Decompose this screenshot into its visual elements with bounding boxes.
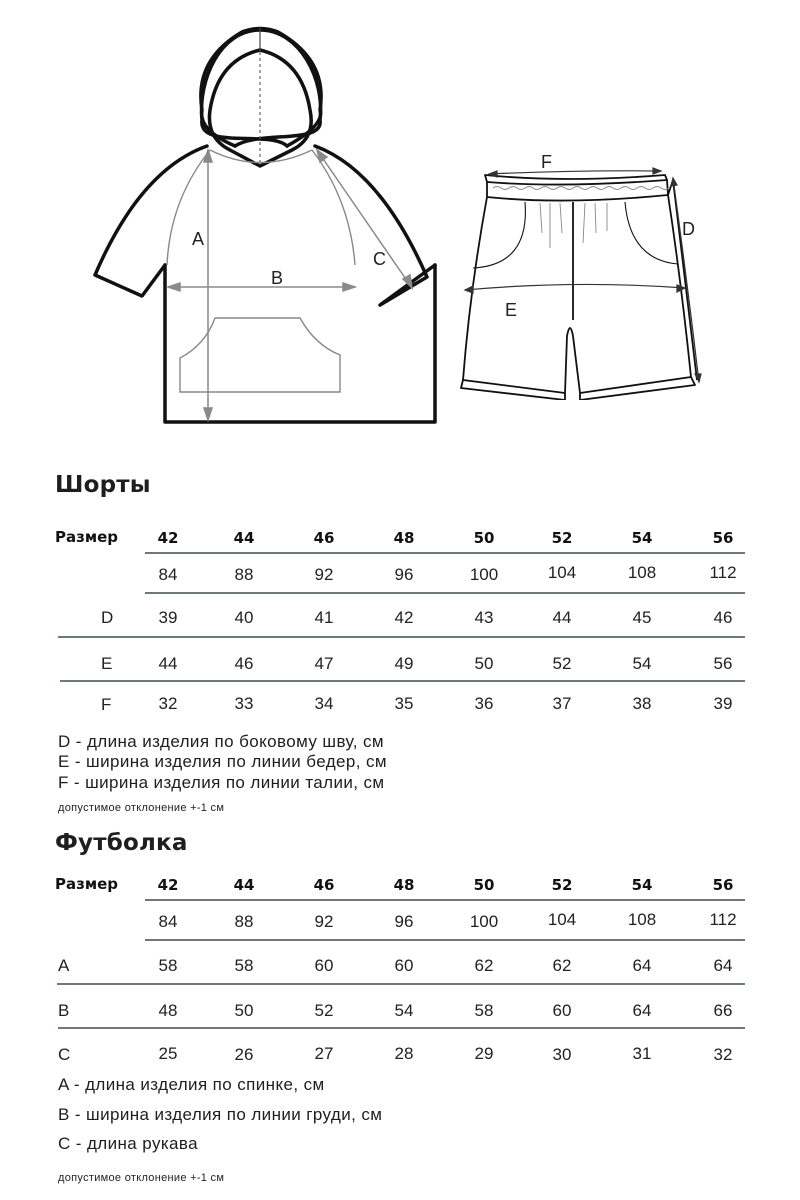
table-cell: 92	[314, 912, 334, 931]
table-cell: 37	[552, 694, 572, 713]
legend-note: A - длина изделия по спинке, см	[58, 1075, 325, 1094]
shorts-illustration	[445, 140, 715, 400]
legend-note: E - ширина изделия по линии бедер, см	[58, 752, 387, 771]
table-cell: 48	[158, 1001, 178, 1020]
measurement-label-b: B	[271, 268, 284, 288]
table-cell: 32	[713, 1045, 733, 1064]
table-cell: 52	[552, 654, 572, 673]
table-cell: 60	[394, 956, 414, 975]
legend-note: B - ширина изделия по линии груди, см	[58, 1105, 383, 1124]
table-divider	[145, 899, 745, 901]
table-cell: 100	[469, 912, 499, 931]
tshirt-title: Футболка	[55, 830, 188, 856]
row-label: F	[101, 695, 112, 714]
size-header: 54	[631, 876, 653, 894]
size-header: 44	[233, 529, 255, 547]
table-cell: 100	[469, 565, 499, 584]
tolerance-note: допустимое отклонение +-1 см	[58, 1172, 225, 1184]
table-cell: 39	[158, 608, 178, 627]
measurement-label-f: F	[541, 152, 552, 172]
table-cell: 52	[314, 1001, 334, 1020]
shorts-size-label: Размер	[55, 528, 119, 546]
table-cell: 96	[394, 912, 414, 931]
table-cell: 62	[552, 956, 572, 975]
table-cell: 54	[394, 1001, 414, 1020]
table-cell: 84	[158, 565, 178, 584]
table-divider	[58, 636, 745, 638]
table-cell: 96	[394, 565, 414, 584]
table-cell: 47	[314, 654, 334, 673]
table-divider	[145, 939, 745, 941]
table-cell: 33	[234, 694, 254, 713]
measurement-label-e: E	[505, 300, 518, 320]
table-cell: 27	[314, 1044, 334, 1063]
shorts-title: Шорты	[55, 472, 151, 498]
table-cell: 60	[314, 956, 334, 975]
table-cell: 25	[158, 1044, 178, 1063]
table-cell: 58	[474, 1001, 494, 1020]
table-cell: 46	[234, 654, 254, 673]
table-cell: 88	[234, 565, 254, 584]
table-divider	[58, 1027, 745, 1029]
tolerance-note: допустимое отклонение +-1 см	[58, 802, 225, 814]
row-label: D	[101, 608, 114, 627]
table-cell: 42	[394, 608, 414, 627]
table-cell: 58	[158, 956, 178, 975]
table-cell: 32	[158, 694, 178, 713]
table-cell: 43	[474, 608, 494, 627]
row-label: C	[58, 1045, 71, 1064]
table-cell: 45	[632, 608, 652, 627]
table-cell: 108	[627, 910, 657, 929]
table-cell: 26	[234, 1045, 254, 1064]
row-label: B	[58, 1001, 70, 1020]
size-header: 56	[712, 529, 734, 547]
size-header: 50	[473, 529, 495, 547]
tshirt-size-label: Размер	[55, 875, 119, 893]
table-cell: 44	[552, 608, 572, 627]
table-cell: 44	[158, 654, 178, 673]
table-cell: 58	[234, 956, 254, 975]
table-cell: 60	[552, 1001, 572, 1020]
size-header: 52	[551, 529, 573, 547]
table-cell: 35	[394, 694, 414, 713]
table-cell: 29	[474, 1044, 494, 1063]
size-header: 48	[393, 876, 415, 894]
table-cell: 30	[552, 1045, 572, 1064]
legend-note: C - длина рукава	[58, 1134, 199, 1153]
table-cell: 112	[709, 563, 737, 582]
measurement-label-d: D	[682, 219, 695, 239]
size-header: 48	[393, 529, 415, 547]
measurement-label-c: C	[373, 249, 386, 269]
table-cell: 50	[474, 654, 494, 673]
size-header: 54	[631, 529, 653, 547]
table-cell: 41	[314, 608, 334, 627]
table-divider	[145, 552, 745, 554]
table-cell: 31	[632, 1044, 652, 1063]
table-cell: 66	[713, 1001, 733, 1020]
size-header: 46	[313, 529, 335, 547]
row-label: E	[101, 654, 113, 673]
table-divider	[57, 983, 745, 985]
table-cell: 40	[234, 608, 254, 627]
row-label: A	[58, 956, 70, 975]
table-cell: 28	[394, 1044, 414, 1063]
size-header: 42	[157, 529, 179, 547]
table-cell: 92	[314, 565, 334, 584]
table-cell: 84	[158, 912, 178, 931]
size-header: 44	[233, 876, 255, 894]
hoodie-illustration	[80, 0, 440, 440]
table-cell: 54	[632, 654, 652, 673]
table-cell: 38	[632, 694, 652, 713]
size-header: 50	[473, 876, 495, 894]
size-header: 52	[551, 876, 573, 894]
table-cell: 49	[394, 654, 414, 673]
table-cell: 50	[234, 1001, 254, 1020]
table-cell: 39	[713, 694, 733, 713]
measurement-label-a: A	[192, 229, 205, 249]
table-cell: 104	[547, 563, 577, 582]
table-divider	[60, 680, 745, 682]
legend-note: F - ширина изделия по линии талии, см	[58, 773, 385, 792]
table-cell: 108	[627, 563, 657, 582]
table-cell: 34	[314, 694, 334, 713]
table-cell: 46	[713, 608, 733, 627]
table-cell: 64	[632, 1001, 652, 1020]
table-cell: 112	[709, 910, 737, 929]
table-cell: 64	[632, 956, 652, 975]
table-cell: 64	[713, 956, 733, 975]
table-cell: 104	[547, 910, 577, 929]
size-header: 46	[313, 876, 335, 894]
size-header: 56	[712, 876, 734, 894]
table-cell: 36	[474, 694, 494, 713]
size-header: 42	[157, 876, 179, 894]
table-cell: 62	[474, 956, 494, 975]
table-cell: 88	[234, 912, 254, 931]
table-cell: 56	[713, 654, 733, 673]
table-divider	[145, 592, 745, 594]
legend-note: D - длина изделия по боковому шву, см	[58, 732, 384, 751]
